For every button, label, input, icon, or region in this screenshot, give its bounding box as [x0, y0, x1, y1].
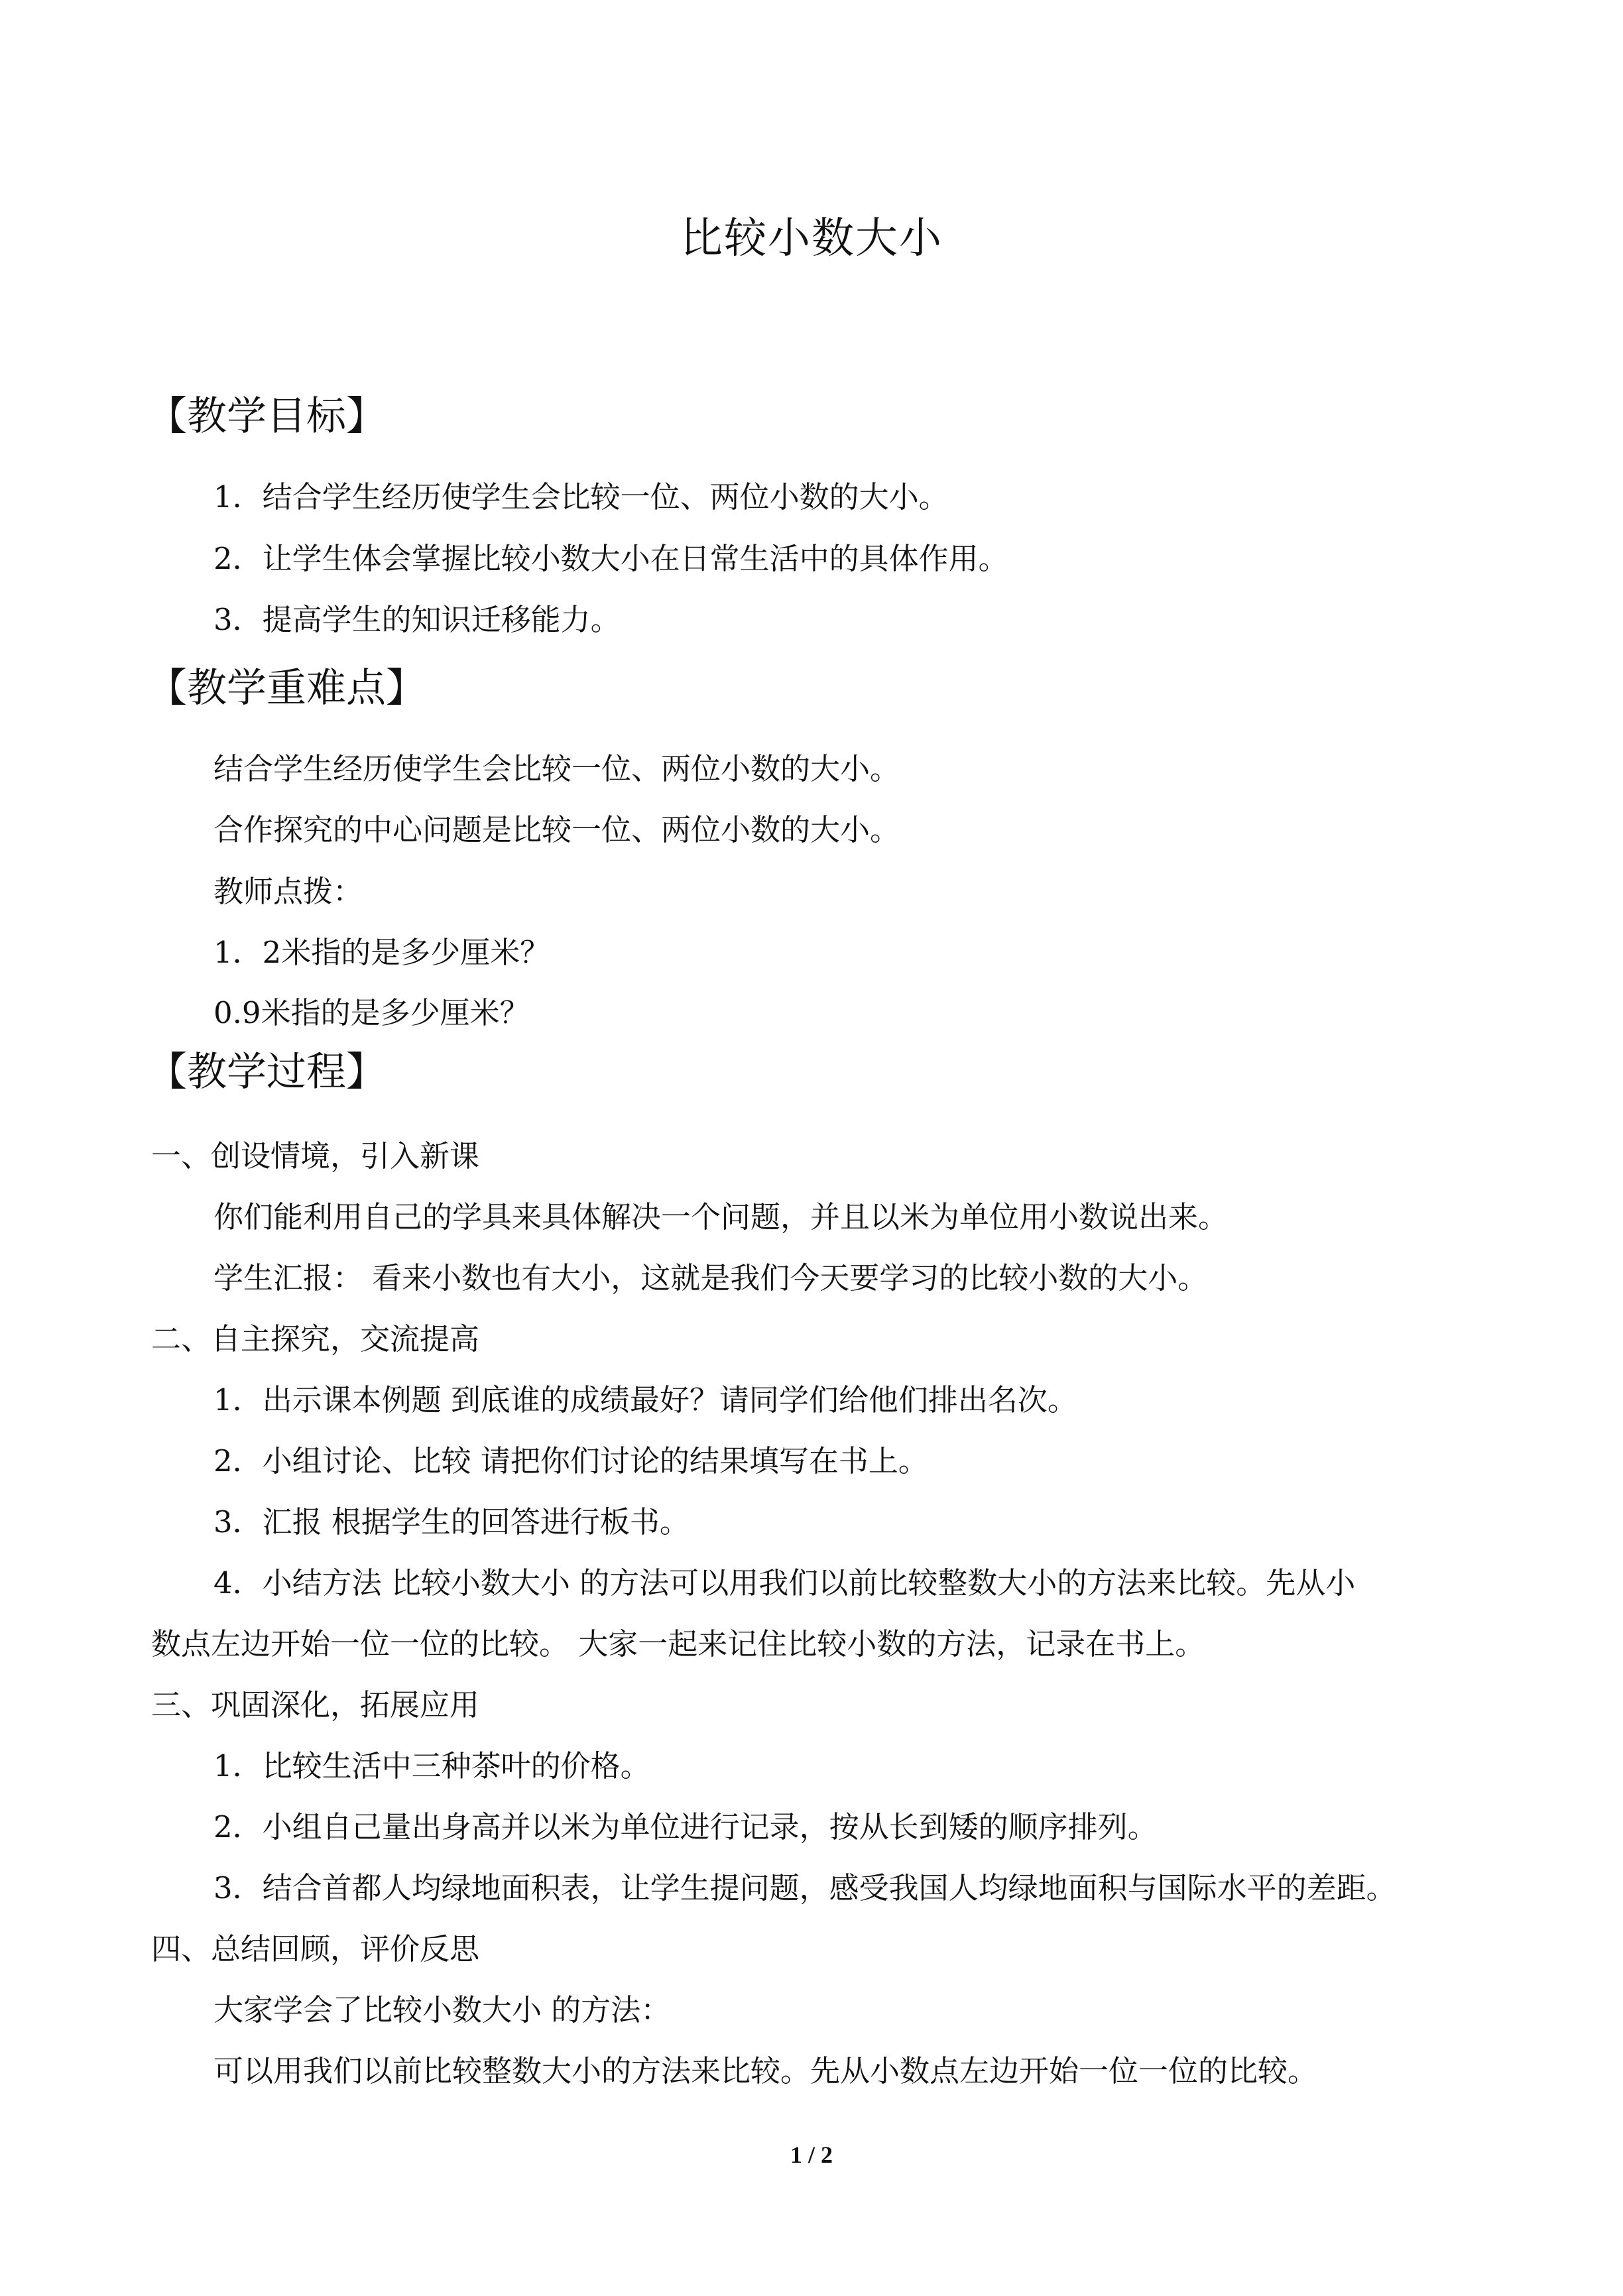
- process-item: 3．汇报 根据学生的回答进行板书。: [213, 1504, 690, 1540]
- document-title: 比较小数大小: [680, 214, 943, 263]
- process-part-title: 四、总结回顾，评价反思: [151, 1931, 480, 1966]
- objective-item: 2．让学生体会掌握比较小数大小在日常生活中的具体作用。: [213, 541, 1008, 576]
- process-item: 可以用我们以前比较整数大小的方法来比较。先从小数点左边开始一位一位的比较。: [213, 2053, 1318, 2088]
- key-point-item: 0.9米指的是多少厘米？: [213, 995, 530, 1030]
- process-part-title: 一、创设情境，引入新课: [151, 1138, 480, 1174]
- process-item: 3．结合首都人均绿地面积表，让学生提问题，感受我国人均绿地面积与国际水平的差距。: [213, 1870, 1396, 1905]
- key-point-item: 结合学生经历使学生会比较一位、两位小数的大小。: [213, 751, 900, 786]
- key-point-item: 教师点拨：: [213, 874, 363, 909]
- objectives-heading: 【教学目标】: [147, 393, 386, 440]
- process-item: 你们能利用自己的学具来具体解决一个问题，并且以米为单位用小数说出来。: [213, 1199, 1229, 1235]
- process-part-title: 二、自主探究，交流提高: [151, 1321, 480, 1357]
- process-part-title: 三、巩固深化，拓展应用: [151, 1687, 480, 1722]
- page-number: 1 / 2: [790, 2142, 833, 2168]
- objective-item: 3．提高学生的知识迁移能力。: [213, 602, 621, 637]
- process-item-continued: 数点左边开始一位一位的比较。 大家一起来记住比较小数的方法，记录在书上。: [151, 1626, 1205, 1662]
- key-points-heading: 【教学重难点】: [147, 665, 426, 711]
- process-item: 2．小组自己量出身高并以米为单位进行记录，按从长到矮的顺序排列。: [213, 1809, 1158, 1844]
- process-heading: 【教学过程】: [147, 1049, 386, 1095]
- objective-item: 1．结合学生经历使学生会比较一位、两位小数的大小。: [213, 479, 949, 514]
- key-point-item: 合作探究的中心问题是比较一位、两位小数的大小。: [213, 812, 900, 847]
- key-point-item: 1．2米指的是多少厘米？: [213, 935, 550, 970]
- process-item: 2．小组讨论、比较 请把你们讨论的结果填写在书上。: [213, 1443, 928, 1479]
- process-item: 1．出示课本例题 到底谁的成绩最好？请同学们给他们排出名次。: [213, 1382, 1077, 1418]
- process-item: 大家学会了比较小数大小 的方法：: [213, 1992, 671, 2027]
- process-item: 学生汇报： 看来小数也有大小，这就是我们今天要学习的比较小数的大小。: [213, 1260, 1208, 1296]
- process-item: 4．小结方法 比较小数大小 的方法可以用我们以前比较整数大小的方法来比较。先从小: [213, 1565, 1356, 1601]
- process-item: 1．比较生活中三种茶叶的价格。: [213, 1748, 650, 1783]
